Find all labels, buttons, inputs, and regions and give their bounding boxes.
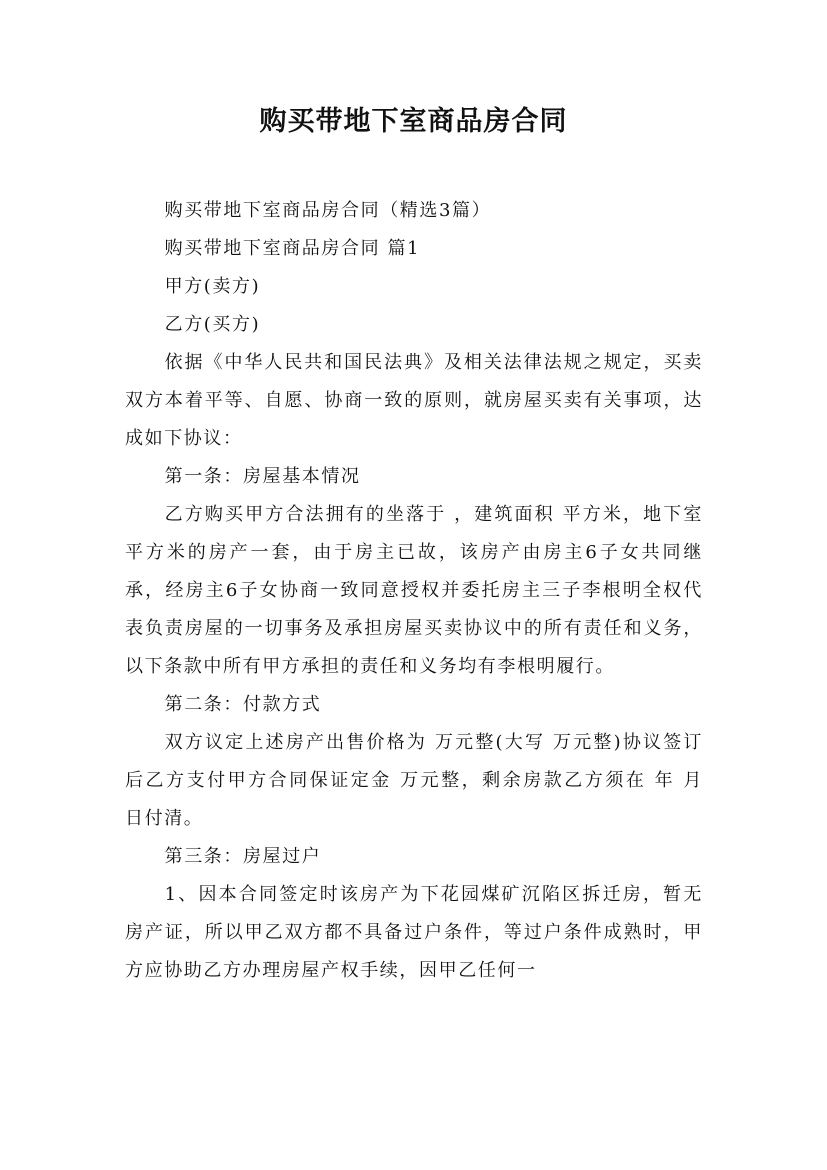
paragraph-section-heading: 购买带地下室商品房合同 篇1 [164,238,421,259]
clause-body-1: 乙方购买甲方合法拥有的坐落于 ，建筑面积 平方米，地下室 平方米的房产一套，由于房主已故，该房产由房主6子女共同继承，经房主6子女协商一致同意授权并委托房主三子李根明全权代表负责房屋的一切事务及承担房屋买卖协议中的所有责任和义务，以下条款中所有甲方承担的责任和义务均有李根明履行。 [125,504,703,677]
paragraph-party-b: 乙方(买方) [164,314,261,335]
paragraph-party-a: 甲方(卖方) [164,276,261,297]
clause-heading-2: 第二条：付款方式 [164,694,322,715]
clause-heading-1: 第一条：房屋基本情况 [164,466,361,487]
clause-body-2: 双方议定上述房产出售价格为 万元整(大写 万元整)协议签订后乙方支付甲方合同保证定金 万元整，剩余房款乙方须在 年 月 日付清。 [125,732,703,829]
document-body [125,192,703,990]
paragraph-subtitle: 购买带地下室商品房合同（精选3篇） [164,200,492,221]
clause-body-3: 1、因本合同签定时该房产为下花园煤矿沉陷区拆迁房，暂无房产证，所以甲乙双方都不具备过户条件，等过户条件成熟时，甲方应协助乙方办理房屋产权手续，因甲乙任何一 [125,884,703,981]
paragraph-preamble: 依据《中华人民共和国民法典》及相关法律法规之规定，买卖双方本着平等、自愿、协商一致的原则，就房屋买卖有关事项，达成如下协议： [125,352,703,449]
clause-heading-3: 第三条：房屋过户 [164,846,322,867]
document-title: 购买带地下室商品房合同 [259,106,568,137]
